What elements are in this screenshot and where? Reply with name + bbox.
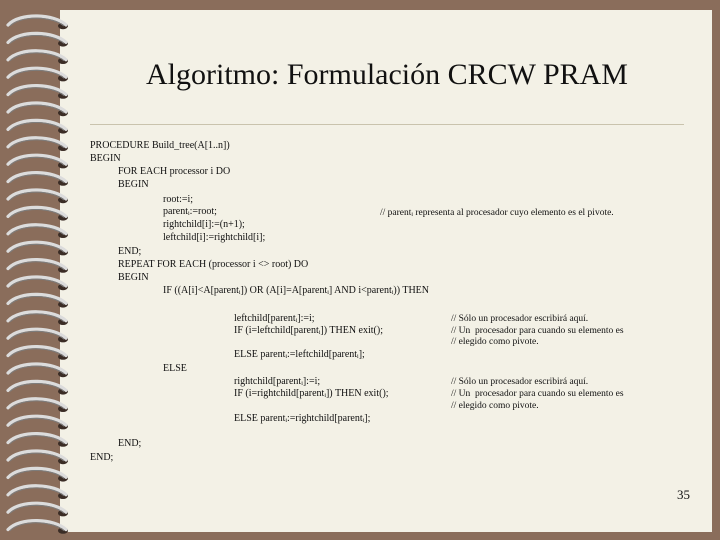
code-line: REPEAT FOR EACH (processor i <> root) DO — [118, 259, 309, 270]
code-line: BEGIN — [118, 272, 149, 283]
code-line: ELSE parentᵢ:=rightchild[parentᵢ]; — [234, 413, 371, 424]
code-line: ELSE — [163, 363, 187, 374]
title-divider — [90, 124, 684, 125]
code-comment: // Un procesador para cuando su elemento es — [451, 326, 624, 336]
code-comment: // parentᵢ representa al procesador cuyo elemento es el pivote. — [380, 208, 614, 218]
slide-title: Algoritmo: Formulación CRCW PRAM — [146, 58, 628, 91]
code-line: parentᵢ:=root; — [163, 206, 217, 217]
code-line: leftchild[i]:=rightchild[i]; — [163, 232, 266, 243]
code-line: END; — [118, 246, 142, 257]
code-comment: // Un procesador para cuando su elemento es — [451, 389, 624, 399]
code-comment: // Sólo un procesador escribirá aquí. — [451, 314, 589, 324]
code-comment: // elegido como pivote. — [451, 337, 539, 347]
code-line: IF (i=leftchild[parentᵢ]) THEN exit(); — [234, 325, 383, 336]
code-comment: // elegido como pivote. — [451, 401, 539, 411]
code-line: rightchild[i]:=(n+1); — [163, 219, 245, 230]
code-line: FOR EACH processor i DO — [118, 166, 231, 177]
code-line: ELSE parentᵢ:=leftchild[parentᵢ]; — [234, 349, 365, 360]
code-line: rightchild[parentᵢ]:=i; — [234, 376, 321, 387]
code-line: BEGIN — [118, 179, 149, 190]
code-line: root:=i; — [163, 194, 194, 205]
code-line: END; — [90, 452, 114, 463]
code-line: BEGIN — [90, 153, 121, 164]
code-line: END; — [118, 438, 142, 449]
page-number: 35 — [677, 487, 690, 502]
code-comment: // Sólo un procesador escribirá aquí. — [451, 377, 589, 387]
code-line: leftchild[parentᵢ]:=i; — [234, 313, 315, 324]
code-line: IF ((A[i]<A[parentᵢ]) OR (A[i]=A[parentᵢ] AND i<parentᵢ)) THEN — [163, 285, 430, 296]
code-line: PROCEDURE Build_tree(A[1..n]) — [90, 140, 230, 151]
code-line: IF (i=rightchild[parentᵢ]) THEN exit(); — [234, 388, 389, 399]
